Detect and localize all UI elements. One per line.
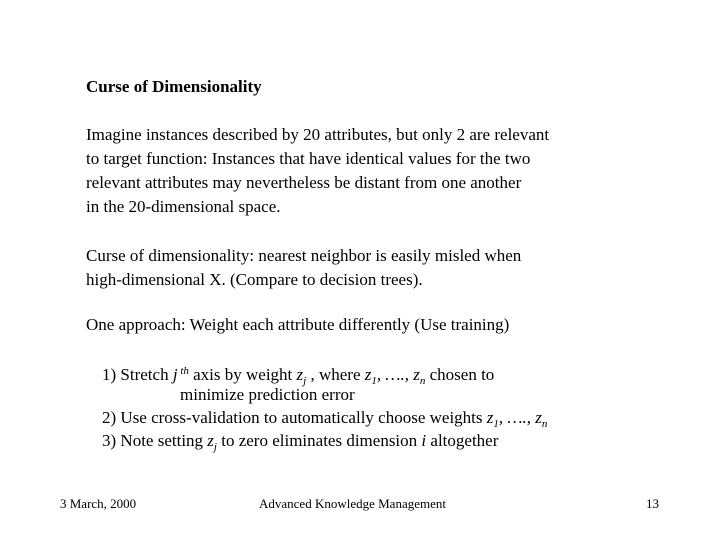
paragraph-approach [86,313,509,337]
list-item-continuation: minimize prediction error [180,385,355,404]
math-var: z [296,365,304,384]
approach-list [102,360,547,452]
paragraph-irrelevant-attributes [86,123,549,219]
list-text: chosen to [425,365,495,384]
paragraph-line: to target function: Instances that have identical values for the two [86,149,531,168]
footer-course: Advanced Knowledge Management [259,496,446,511]
list-text: altogether [426,431,499,450]
math-var: z [364,365,372,384]
paragraph-curse [86,244,521,292]
slide-title: Curse of Dimensionality [86,77,262,96]
math-sub: j [303,375,307,387]
math-ellipsis: , …., [498,408,536,427]
paragraph-line: in the 20-dimensional space. [86,197,281,216]
list-item-cross-validation [102,406,547,429]
math-sup: th [177,365,189,377]
math-sub: 1 [371,375,377,387]
math-sub: 1 [493,418,499,430]
math-var: z [486,408,494,427]
math-ellipsis: , …., [376,365,414,384]
list-text: to zero eliminates dimension [216,431,422,450]
list-text: axis by weight [188,365,297,384]
footer-date: 3 March, 2000 [60,496,137,511]
list-text: 1) Stretch [102,365,173,384]
list-text: 3) Note setting [102,431,208,450]
list-text: 2) Use cross-validation to automatically choose weights [102,408,487,427]
math-sub: n [419,375,426,387]
paragraph-line: Imagine instances described by 20 attributes, but only 2 are relevant [86,125,550,144]
math-var: z [207,431,214,450]
list-item-stretch [102,360,547,387]
paragraph-line: relevant attributes may nevertheless be distant from one another [86,173,522,192]
list-item-zero-weight [102,429,547,452]
page-number: 13 [646,496,659,511]
paragraph-line: Curse of dimensionality: nearest neighbor is easily misled when [86,246,522,265]
math-var: j [172,365,178,384]
math-sub: n [541,418,548,430]
math-var: i [421,431,427,450]
list-text: , where [306,365,365,384]
paragraph-line: high-dimensional X. (Compare to decision trees). [86,270,423,289]
math-var: z [413,365,420,384]
math-sub: j [213,441,217,453]
paragraph-line: One approach: Weight each attribute differently (Use training) [86,315,510,334]
math-var: z [535,408,542,427]
